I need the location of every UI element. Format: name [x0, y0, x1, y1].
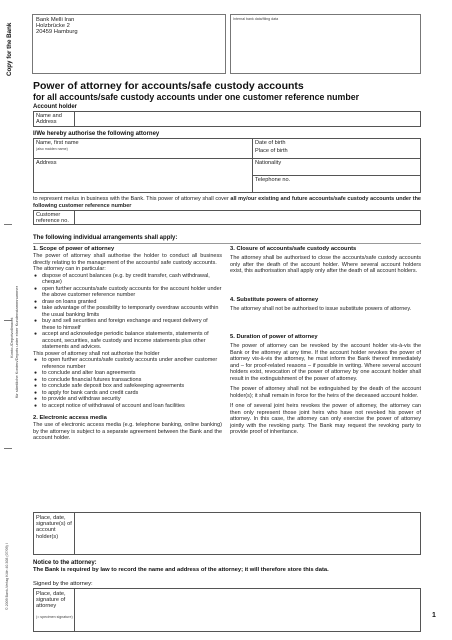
specimen-signature-note: (= specimen signature) — [36, 615, 73, 619]
attorney-details-box — [33, 138, 421, 193]
account-holder-signature-field[interactable] — [33, 512, 421, 555]
right-column — [230, 246, 421, 436]
list-item: ● open further accounts/safe custody accounts for the account holder under the above customer reference number — [42, 286, 222, 299]
publisher-footer: © 2009 Bank-Verlag Köln 40.308 (07/09) I — [5, 543, 9, 610]
list-item: ● to accept notice of withdrawal of account and loan facilities — [42, 403, 222, 410]
fold-mark-top — [4, 224, 12, 225]
list-item: ● to conclude and alter loan agreements — [42, 370, 222, 377]
arrangements-heading: The following individual arrangements shall apply: — [33, 235, 178, 241]
account-holder-field[interactable] — [33, 111, 421, 127]
attorney-address-label[interactable]: Address — [36, 160, 57, 166]
section-1-intro: The power of attorney shall authorise the holder to conduct all business directly relating to the management of the accounts/ safe custody accounts. — [33, 253, 222, 266]
attorney-heading: I/We hereby authorise the following attorney — [33, 131, 160, 137]
notice-text: The Bank is required by law to record the name and address of the attorney; it will therefore store this data. — [33, 567, 329, 573]
list-item: ● accept and acknowledge periodic balance statements, statements of account, securities, safe custody and income statements plus other statements and advices. — [42, 331, 222, 351]
copy-for-bank-label: Copy for the Bank — [6, 22, 13, 76]
internal-data-box[interactable] — [230, 14, 421, 74]
left-column — [33, 246, 222, 442]
section-5-heading: 5. Duration of power of attorney — [230, 334, 318, 340]
representation-statement: to represent me/us in business with the Bank. This power of attorney shall cover all my/our existing and future accounts/safe custody accounts under the following customer reference number — [33, 196, 421, 209]
customer-reference-field[interactable] — [33, 210, 421, 225]
nationality-label[interactable]: Nationality — [255, 160, 282, 166]
account-holder-heading: Account holder — [33, 104, 78, 110]
section-4-text: The attorney shall not be authorised to issue substitute powers of attorney. — [230, 305, 412, 312]
list-item: ● to conclude financial futures transactions — [42, 377, 222, 384]
form-subtitle-german: für sämtliche Konten/Depots unter einer Kundenstammnummer — [14, 285, 19, 398]
section-3-text: The attorney shall be authorised to close the accounts/safe custody accounts only after the death of the account holder. Where several account holders exist, this authorisation shall apply only after the death of all account holders. — [230, 255, 421, 274]
list-item: ● to provide and withdraw security — [42, 396, 222, 403]
notice-heading: Notice to the attorney: — [33, 560, 97, 566]
form-title: Power of attorney for accounts/safe custody accounts — [33, 80, 304, 92]
list-item: ● dispose of account balances (e.g. by credit transfer, cash withdrawal, cheque) — [42, 273, 222, 286]
section-5-p2: The power of attorney shall not be extinguished by the death of the account holder(s); it shall remain in force for the heirs of the deceased account holder. — [230, 386, 421, 399]
form-name-german: Konto-/Depotvollmacht — [9, 317, 14, 358]
arrangements-rule — [33, 243, 421, 244]
section-1-particular: The attorney can in particular: — [33, 266, 106, 272]
date-of-birth-label[interactable]: Date of birth — [255, 140, 286, 146]
section-5-p3: If one of several joint heirs revokes the power of attorney, the attorney can then only represent those joint heirs who have not revoked his power of attorney. In this case, the attorney can only exercise the power of attorney jointly with the revoking party. The Bank may request the revoking party to provide proof of inheritance. — [230, 403, 421, 435]
maiden-name-note: (also maiden name) — [36, 147, 68, 151]
account-holder-signature-label: Place, date, signature(s) of account holder(s) — [36, 515, 72, 540]
list-item: ● take advantage of the possibility to temporarily overdraw accounts within the usual banking limits — [42, 305, 222, 318]
signed-by-label: Signed by the attorney: — [33, 581, 93, 587]
section-4-heading: 4. Substitute powers of attorney — [230, 296, 319, 303]
list-item: ● to apply for bank cards and credit cards — [42, 390, 222, 397]
section-5-p1: The power of attorney can be revoked by the account holder vis-à-vis the Bank or the attorney at any time. If the account holder revokes the power of attorney vis-à-vis the attorney, he must inform the Bank thereof immediately and – for proof-related reasons – if possible in writing. Where several account holders exist, revocation of the power of attorney by one account holder shall result in the extinguishment of the power of attorney. — [230, 343, 421, 382]
attorney-signature-label: Place, date, signature of attorney — [36, 591, 66, 610]
bank-street: Holzbrücke 2 — [36, 23, 70, 30]
section-1-not-authorised: This power of attorney shall not authorise the holder — [33, 350, 160, 357]
represent-scope-bold: all my/our existing and future accounts/safe custody accounts under the following customer reference number — [33, 196, 421, 209]
internal-data-label: Internal bank data/filing data — [233, 17, 279, 21]
section-2-text: The use of electronic access media (e.g. telephone banking, online banking) by the attorney is subject to a separate agreement between the Bank and the account holder. — [33, 422, 222, 441]
attorney-signature-field[interactable] — [33, 588, 421, 632]
list-item: ● buy and sell securities and foreign exchange and request delivery of these to himself — [42, 318, 222, 331]
name-address-label: Name and Address — [36, 113, 62, 126]
section-1-heading: 1. Scope of power of attorney — [33, 246, 115, 252]
fold-mark-bottom — [4, 448, 12, 449]
customer-reference-label: Customer reference no. — [36, 212, 69, 225]
section-1-exclusions-list — [33, 357, 222, 409]
bank-name: Bank Melli Iran — [36, 17, 75, 23]
attorney-name-label: Name, first name — [36, 140, 79, 146]
section-1-powers-list — [33, 273, 222, 351]
place-of-birth-label[interactable]: Place of birth — [255, 148, 288, 154]
bank-city: 20459 Hamburg — [36, 29, 78, 36]
page-number: 1 — [432, 612, 436, 619]
form-subtitle: for all accounts/safe custody accounts under one customer reference number — [33, 92, 360, 102]
punch-mark — [4, 320, 12, 321]
list-item: ● draw on loans granted — [42, 299, 222, 306]
section-2-heading: 2. Electronic access media — [33, 415, 107, 421]
telephone-label[interactable]: Telephone no. — [255, 177, 291, 183]
section-3-heading: 3. Closure of accounts/safe custody accounts — [230, 246, 357, 252]
bank-address-box — [32, 14, 226, 74]
list-item: ● to conclude safe deposit box and safekeeping agreements — [42, 383, 222, 390]
list-item: ● to open further accounts/safe custody accounts under another customer reference number — [42, 357, 222, 370]
